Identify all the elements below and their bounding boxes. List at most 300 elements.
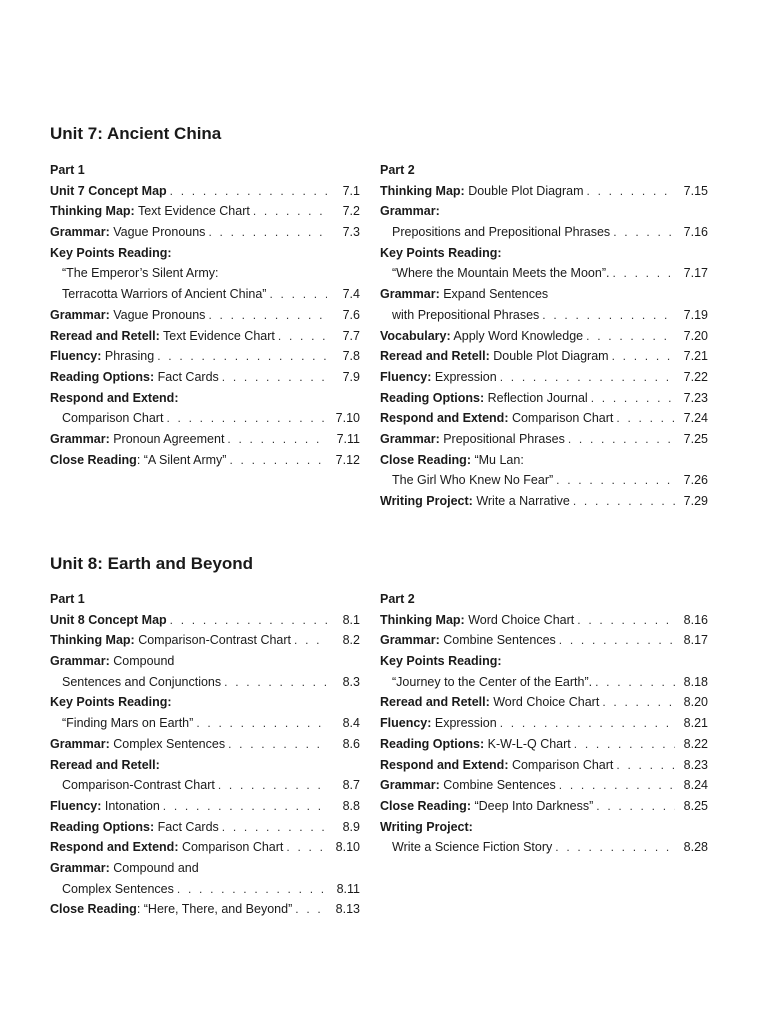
entry-text <box>50 837 283 858</box>
entry-text <box>380 610 574 631</box>
entry-title: Sentences and Conjunctions <box>62 674 222 689</box>
dot-leader <box>227 429 327 450</box>
entry-title: Fact Cards <box>154 369 219 384</box>
page-number: 7.15 <box>683 183 708 198</box>
entry-text <box>62 775 215 796</box>
toc-entry <box>50 326 360 347</box>
entry-title: Pronoun Agreement <box>109 431 225 446</box>
toc-entry <box>380 672 708 693</box>
page-number: 7.22 <box>683 369 708 384</box>
entry-text <box>392 222 610 243</box>
entry-text <box>380 651 502 672</box>
toc-entry <box>380 284 708 305</box>
dot-leader <box>166 408 327 429</box>
toc-list <box>380 181 708 512</box>
part-label: Part 2 <box>380 163 415 177</box>
toc-entry <box>50 367 360 388</box>
entry-text <box>380 692 599 713</box>
entry-title: Terracotta Warriors of Ancient China” <box>62 287 267 302</box>
entry-title: Combine Sentences <box>439 778 556 793</box>
toc-entry <box>50 817 360 838</box>
dot-leader <box>177 879 327 900</box>
toc-entry <box>380 491 708 512</box>
entry-label: Reading Options: <box>50 369 155 384</box>
entry-text <box>380 713 497 734</box>
entry-title: Fact Cards <box>154 819 219 834</box>
toc-entry <box>380 796 708 817</box>
page-number: 8.18 <box>683 674 708 689</box>
entry-text <box>380 367 497 388</box>
dot-leader <box>208 305 327 326</box>
toc-entry <box>380 817 708 838</box>
entry-title: Combine Sentences <box>439 633 556 648</box>
entry-text <box>50 305 205 326</box>
dot-leader <box>595 672 675 693</box>
page-number: 8.24 <box>683 778 708 793</box>
toc-entry <box>50 346 360 367</box>
entry-label: Close Reading <box>50 902 137 917</box>
entry-label: Grammar: <box>50 860 110 875</box>
dot-leader <box>577 610 675 631</box>
toc-entry <box>380 263 708 284</box>
page-number: 7.23 <box>683 390 708 405</box>
page-number: 8.13 <box>335 902 360 917</box>
entry-title: Write a Science Fiction Story <box>392 840 553 855</box>
dot-leader <box>612 346 675 367</box>
entry-text <box>50 610 167 631</box>
page-number: 7.17 <box>683 266 708 281</box>
entry-title: : “Here, There, and Beyond” <box>136 902 293 917</box>
dot-leader <box>556 470 675 491</box>
dot-leader <box>500 367 675 388</box>
part-1-column <box>50 589 360 920</box>
entry-title: Comparison-Contrast Chart <box>134 633 292 648</box>
page-number: 8.16 <box>683 612 708 627</box>
entry-label: Reread and Retell: <box>50 328 160 343</box>
dot-leader <box>596 796 675 817</box>
dot-leader <box>278 326 327 347</box>
entry-text <box>380 201 440 222</box>
dot-leader <box>573 491 675 512</box>
entry-label: Grammar: <box>50 654 110 669</box>
page-number: 7.4 <box>342 287 360 302</box>
entry-label: Respond and Extend: <box>380 411 509 426</box>
entry-text <box>50 388 178 409</box>
entry-text <box>380 326 583 347</box>
toc-entry <box>50 837 360 858</box>
entry-title: Complex Sentences <box>62 881 174 896</box>
dot-leader <box>586 326 675 347</box>
toc-entry <box>380 243 708 264</box>
dot-leader <box>295 899 327 920</box>
toc-entry <box>50 899 360 920</box>
part-label: Part 2 <box>380 592 415 606</box>
page-number: 7.12 <box>335 452 360 467</box>
part-1-column <box>50 160 360 470</box>
toc-entry <box>50 263 360 284</box>
entry-text <box>392 672 592 693</box>
toc-entry <box>380 326 708 347</box>
entry-label: Key Points Reading: <box>50 695 172 710</box>
entry-label: Reading Options: <box>380 390 485 405</box>
toc-entry <box>380 837 708 858</box>
toc-entry <box>50 305 360 326</box>
part-2-column <box>380 589 708 858</box>
page-number: 8.23 <box>683 757 708 772</box>
toc-entry <box>380 630 708 651</box>
entry-text <box>62 263 219 284</box>
entry-text <box>62 879 174 900</box>
unit-title: Unit 7: Ancient China <box>50 124 222 143</box>
page-number: 8.9 <box>342 819 360 834</box>
entry-text <box>50 651 174 672</box>
entry-title: Vague Pronouns <box>109 225 206 240</box>
toc-entry <box>50 713 360 734</box>
toc-entry <box>50 181 360 202</box>
dot-leader <box>208 222 327 243</box>
entry-label: Key Points Reading: <box>380 654 502 669</box>
entry-label: Fluency: <box>380 369 432 384</box>
entry-label: Unit 8 Concept Map <box>50 612 167 627</box>
entry-label: Unit 7 Concept Map <box>50 183 167 198</box>
toc-entry <box>380 755 708 776</box>
toc-entry <box>380 610 708 631</box>
page-number: 8.21 <box>683 716 708 731</box>
entry-label: Grammar: <box>50 225 110 240</box>
entry-title: “Mu Lan: <box>471 452 524 467</box>
dot-leader <box>612 263 675 284</box>
toc-entry <box>380 346 708 367</box>
page-number: 7.1 <box>342 183 360 198</box>
entry-title: “Finding Mars on Earth” <box>62 716 194 731</box>
entry-label: Grammar: <box>380 633 440 648</box>
toc-list <box>50 610 360 920</box>
entry-title: Apply Word Knowledge <box>450 328 584 343</box>
toc-entry <box>380 713 708 734</box>
toc-entry <box>50 408 360 429</box>
entry-title: : “A Silent Army” <box>136 452 227 467</box>
entry-title: Expression <box>431 716 497 731</box>
entry-text <box>50 630 291 651</box>
entry-text <box>50 817 219 838</box>
dot-leader <box>555 837 675 858</box>
entry-text <box>62 284 266 305</box>
entry-title: Prepositional Phrases <box>439 431 565 446</box>
dot-leader <box>170 181 327 202</box>
entry-text <box>380 284 548 305</box>
entry-text <box>392 305 539 326</box>
entry-label: Grammar: <box>380 204 440 219</box>
dot-leader <box>229 450 327 471</box>
unit-8-section <box>50 554 718 934</box>
entry-text <box>50 346 154 367</box>
entry-title: Expand Sentences <box>439 287 549 302</box>
page-number: 7.3 <box>342 225 360 240</box>
page-number: 7.2 <box>342 204 360 219</box>
toc-entry <box>50 388 360 409</box>
entry-text <box>50 755 160 776</box>
page-number: 7.8 <box>342 349 360 364</box>
entry-title: Comparison-Contrast Chart <box>62 778 215 793</box>
toc-entry <box>50 450 360 471</box>
dot-leader <box>222 817 327 838</box>
entry-label: Grammar: <box>50 307 110 322</box>
entry-title: Comparison Chart <box>508 757 614 772</box>
entry-title: Word Choice Chart <box>464 612 575 627</box>
page-number: 8.2 <box>342 633 360 648</box>
toc-entry <box>50 243 360 264</box>
entry-text <box>50 692 172 713</box>
page-number: 8.6 <box>342 736 360 751</box>
entry-title: Compound <box>109 654 175 669</box>
page-number: 7.10 <box>335 411 360 426</box>
entry-title: Phrasing <box>101 349 155 364</box>
toc-entry <box>380 408 708 429</box>
dot-leader <box>253 201 327 222</box>
entry-text <box>380 796 593 817</box>
entry-title: Comparison Chart <box>62 411 164 426</box>
toc-entry <box>50 672 360 693</box>
dot-leader <box>613 222 675 243</box>
entry-label: Thinking Map: <box>380 612 465 627</box>
page-number: 7.21 <box>683 349 708 364</box>
dot-leader <box>170 610 327 631</box>
entry-title: Vague Pronouns <box>109 307 206 322</box>
toc-entry <box>380 181 708 202</box>
page-number: 8.11 <box>336 881 360 896</box>
unit-title: Unit 8: Earth and Beyond <box>50 554 254 573</box>
dot-leader <box>196 713 327 734</box>
entry-title: Word Choice Chart <box>489 695 600 710</box>
toc-entry <box>50 734 360 755</box>
entry-text <box>380 491 570 512</box>
entry-title: Write a Narrative <box>472 494 570 508</box>
toc-list <box>50 181 360 471</box>
page-number: 8.8 <box>342 798 360 813</box>
dot-leader <box>224 672 327 693</box>
page-number: 8.22 <box>683 736 708 751</box>
page-number: 8.3 <box>342 674 360 689</box>
entry-title: Double Plot Diagram <box>489 349 609 364</box>
page-number: 7.16 <box>683 225 708 240</box>
entry-title: Double Plot Diagram <box>464 183 584 198</box>
entry-text <box>50 796 160 817</box>
entry-text <box>392 837 552 858</box>
dot-leader <box>218 775 327 796</box>
toc-entry <box>50 610 360 631</box>
toc-entry <box>380 305 708 326</box>
entry-title: Comparison Chart <box>508 411 614 426</box>
entry-label: Respond and Extend: <box>50 390 179 405</box>
dot-leader <box>542 305 675 326</box>
toc-entry <box>380 450 708 471</box>
entry-text <box>50 367 219 388</box>
entry-label: Writing Project: <box>380 494 473 508</box>
entry-text <box>380 734 571 755</box>
entry-label: Reading Options: <box>50 819 155 834</box>
entry-text <box>50 243 172 264</box>
toc-entry <box>50 796 360 817</box>
toc-entry <box>50 201 360 222</box>
entry-label: Thinking Map: <box>50 204 135 219</box>
entry-text <box>380 346 609 367</box>
entry-label: Thinking Map: <box>50 633 135 648</box>
toc-entry <box>380 692 708 713</box>
entry-label: Grammar: <box>380 431 440 446</box>
entry-label: Grammar: <box>50 431 110 446</box>
dot-leader <box>591 388 675 409</box>
entry-text <box>380 630 556 651</box>
entry-title: Expression <box>431 369 497 384</box>
entry-text <box>380 243 502 264</box>
entry-label: Thinking Map: <box>380 183 465 198</box>
page-number: 7.19 <box>683 307 708 322</box>
entry-label: Reread and Retell: <box>380 695 490 710</box>
entry-title: Prepositions and Prepositional Phrases <box>392 225 611 240</box>
toc-entry <box>380 651 708 672</box>
entry-title: Text Evidence Chart <box>134 204 250 219</box>
dot-leader <box>587 181 675 202</box>
toc-entry <box>50 692 360 713</box>
toc-entry <box>380 775 708 796</box>
entry-label: Reread and Retell: <box>380 349 490 364</box>
toc-entry <box>50 284 360 305</box>
toc-entry <box>50 222 360 243</box>
page-number: 7.24 <box>683 411 708 426</box>
entry-label: Vocabulary: <box>380 328 451 343</box>
toc-entry <box>50 651 360 672</box>
entry-title: Intonation <box>101 798 160 813</box>
entry-title: K-W-L-Q Chart <box>484 736 571 751</box>
entry-title: with Prepositional Phrases <box>392 307 540 322</box>
dot-leader <box>568 429 675 450</box>
entry-title: The Girl Who Knew No Fear” <box>392 473 554 488</box>
page-number: 8.10 <box>335 840 360 855</box>
dot-leader <box>616 755 675 776</box>
page-number: 7.7 <box>342 328 360 343</box>
toc-entry <box>50 755 360 776</box>
entry-text <box>392 470 553 491</box>
entry-label: Grammar: <box>380 778 440 793</box>
entry-title: “Journey to the Center of the Earth”. <box>392 674 593 689</box>
dot-leader <box>163 796 327 817</box>
entry-label: Respond and Extend: <box>50 840 179 855</box>
entry-label: Reading Options: <box>380 736 485 751</box>
page-number: 7.9 <box>342 369 360 384</box>
dot-leader <box>228 734 327 755</box>
entry-text <box>380 450 524 471</box>
toc-entry <box>380 470 708 491</box>
entry-label: Writing Project: <box>380 819 473 834</box>
dot-leader <box>222 367 327 388</box>
entry-text <box>62 408 163 429</box>
entry-text <box>380 408 613 429</box>
entry-text <box>50 201 250 222</box>
entry-title: “Deep Into Darkness” <box>471 798 594 813</box>
entry-label: Close Reading: <box>380 452 471 467</box>
page-number: 7.6 <box>342 307 360 322</box>
toc-entry <box>50 858 360 879</box>
dot-leader <box>269 284 327 305</box>
toc-entry <box>50 429 360 450</box>
entry-title: Compound and <box>109 860 199 875</box>
toc-entry <box>380 388 708 409</box>
dot-leader <box>574 734 675 755</box>
page-number: 8.28 <box>683 840 708 855</box>
page-number: 8.1 <box>342 612 360 627</box>
entry-title: Reflection Journal <box>484 390 588 405</box>
entry-title: Complex Sentences <box>109 736 226 751</box>
toc-list <box>380 610 708 858</box>
dot-leader <box>294 630 327 651</box>
entry-label: Grammar: <box>50 736 110 751</box>
entry-title: “Where the Mountain Meets the Moon”. <box>392 266 610 281</box>
entry-label: Reread and Retell: <box>50 757 160 772</box>
part-label: Part 1 <box>50 592 85 606</box>
entry-label: Close Reading: <box>380 798 471 813</box>
toc-entry <box>50 775 360 796</box>
entry-label: Grammar: <box>380 287 440 302</box>
entry-text <box>50 899 292 920</box>
part-label: Part 1 <box>50 163 85 177</box>
dot-leader <box>616 408 675 429</box>
page-number: 7.29 <box>683 494 708 508</box>
entry-label: Fluency: <box>380 716 432 731</box>
page-number: 8.20 <box>683 695 708 710</box>
entry-text <box>50 734 225 755</box>
entry-label: Key Points Reading: <box>380 245 502 260</box>
entry-text <box>50 326 275 347</box>
page-number: 8.17 <box>683 633 708 648</box>
unit-7-section <box>50 124 718 524</box>
entry-text <box>62 672 221 693</box>
page-number: 8.7 <box>342 778 360 793</box>
toc-entry <box>380 429 708 450</box>
entry-title: Text Evidence Chart <box>159 328 275 343</box>
page-number: 8.4 <box>342 716 360 731</box>
dot-leader <box>286 837 327 858</box>
page-number: 7.20 <box>683 328 708 343</box>
entry-text <box>50 222 205 243</box>
part-2-column <box>380 160 708 512</box>
page-number: 7.11 <box>336 431 360 446</box>
dot-leader <box>500 713 675 734</box>
entry-text <box>380 429 565 450</box>
dot-leader <box>559 630 675 651</box>
entry-title: Comparison Chart <box>178 840 284 855</box>
entry-text <box>380 388 588 409</box>
toc-entry <box>50 879 360 900</box>
entry-text <box>380 755 613 776</box>
page-number: 8.25 <box>683 798 708 813</box>
toc-entry <box>380 367 708 388</box>
entry-label: Respond and Extend: <box>380 757 509 772</box>
dot-leader <box>157 346 327 367</box>
dot-leader <box>559 775 675 796</box>
entry-text <box>62 713 193 734</box>
entry-text <box>50 429 224 450</box>
entry-label: Fluency: <box>50 798 102 813</box>
entry-label: Fluency: <box>50 349 102 364</box>
entry-text <box>380 817 473 838</box>
toc-entry <box>380 734 708 755</box>
entry-label: Close Reading <box>50 452 137 467</box>
entry-text <box>392 263 609 284</box>
entry-text <box>50 181 167 202</box>
dot-leader <box>602 692 675 713</box>
entry-label: Key Points Reading: <box>50 245 172 260</box>
toc-entry <box>380 201 708 222</box>
